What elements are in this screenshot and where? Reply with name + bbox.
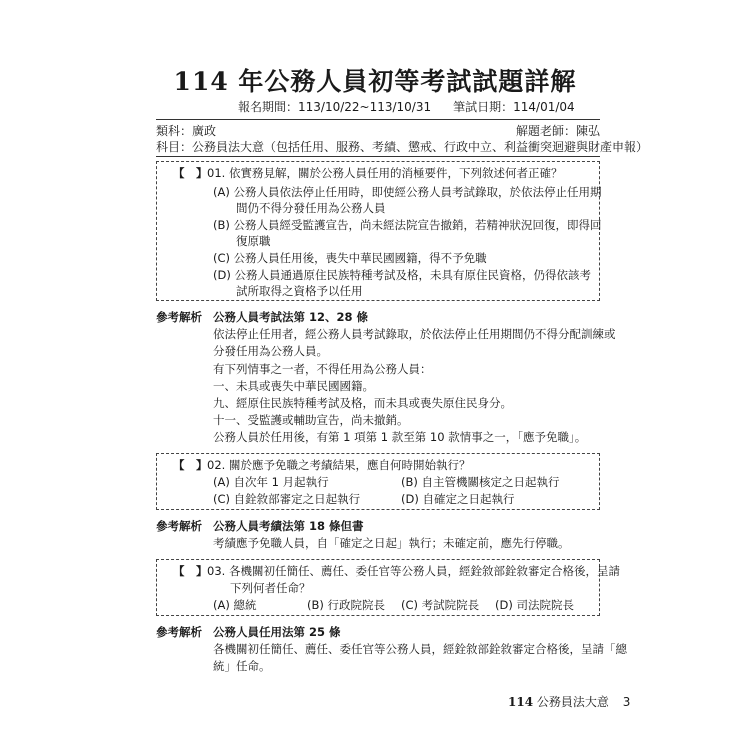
option-c: (C) 公務人員任用後，喪失中華民國國籍，得不予免職: [213, 251, 487, 265]
meta-divider: [156, 156, 600, 157]
question-stem-cont: 下列何者任命？: [207, 581, 311, 595]
option-c: (C) 考試院院長: [401, 598, 480, 612]
option-d-cont: 試所取得之資格予以任用: [213, 284, 363, 298]
exam-date: 筆試日期：114/01/04: [453, 100, 575, 114]
option-a: (A) 公務人員依法停止任用時，即使經公務人員考試錄取，於依法停止任用期: [213, 185, 602, 199]
subject-label: 科目：公務員法大意（包括任用、服務、考績、懲戒、行政中立、利益衝突迴避與財產申報）: [156, 140, 649, 154]
page-footer: [508, 693, 630, 710]
answer-line: 依法停止任用者，經公務人員考試錄取，於依法停止任用期間仍不得分配訓練或: [213, 327, 616, 341]
answer-line: 十一、受監護或輔助宣告，尚未撤銷。: [213, 413, 409, 427]
answer-title: 公務人員考試法第 12、28 條: [213, 310, 369, 324]
question-stem: 02. 關於應予免職之考績結果，應自何時開始執行？: [207, 458, 471, 472]
footer-section-name: 公務員法大意: [536, 695, 609, 709]
question-box-3: [156, 559, 620, 616]
answer-line: 一、未具或喪失中華民國國籍。: [213, 379, 374, 393]
answer-title: 公務人員考績法第 18 條但書: [213, 519, 364, 533]
option-b: (B) 公務人員經受監護宣告，尚未經法院宣告撤銷，若精神狀況回復，即得回: [213, 218, 602, 232]
answer-line: 各機關初任簡任、薦任、委任官等公務人員，經銓敘部銓敘審定合格後，呈請「總: [213, 642, 627, 656]
option-a-cont: 間仍不得分發任用為公務人員: [213, 201, 386, 215]
answer-line: 統」任命。: [213, 659, 271, 673]
exam-schedule: [238, 98, 575, 115]
option-b: (B) 自主管機關核定之日起執行: [401, 475, 560, 489]
option-a: (A) 總統: [213, 598, 257, 612]
category-label: 類科：廣政: [156, 124, 217, 138]
page-title: 114 年公務人員初等考試試題詳解: [173, 67, 577, 96]
answer-line: 有下列情事之一者，不得任用為公務人員：: [213, 362, 432, 376]
teacher-label: 解題老師：陳弘: [515, 124, 600, 138]
question-stem: 01. 依實務見解，關於公務人員任用的消極要件，下列敘述何者正確？: [207, 166, 563, 180]
answer-label: 參考解析: [156, 519, 202, 533]
registration-period: 報名期間：113/10/22~113/10/31: [238, 100, 432, 114]
answer-bracket: 【 】: [173, 458, 208, 472]
option-c: (C) 自銓敘部審定之日起執行: [213, 492, 361, 506]
answer-label: 參考解析: [156, 625, 202, 639]
option-b: (B) 行政院院長: [307, 598, 386, 612]
answer-line: 分發任用為公務人員。: [213, 344, 328, 358]
option-d: (D) 自確定之日起執行: [401, 492, 515, 506]
question-stem: 03. 各機關初任簡任、薦任、委任官等公務人員，經銓敘部銓敘審定合格後，呈請: [207, 564, 620, 578]
option-d: (D) 公務人員通過原住民族特種考試及格，未具有原住民資格，仍得依該考: [213, 268, 591, 282]
question-box-1: [156, 161, 600, 301]
header-divider: [156, 119, 600, 120]
answer-line: 考績應予免職人員，自「確定之日起」執行；未確定前，應先行停職。: [213, 536, 570, 550]
answer-title: 公務人員任用法第 25 條: [213, 625, 341, 639]
answer-bracket: 【 】: [173, 564, 208, 578]
option-d: (D) 司法院院長: [495, 598, 574, 612]
answer-bracket: 【 】: [173, 166, 208, 180]
option-b-cont: 復原職: [213, 234, 271, 248]
option-a: (A) 自次年 1 月起執行: [213, 475, 329, 489]
answer-line: 九、經原住民族特種考試及格，而未具或喪失原住民身分。: [213, 396, 512, 410]
footer-section-number: 114: [508, 695, 534, 709]
answer-label: 參考解析: [156, 310, 202, 324]
answer-line: 公務人員於任用後，有第 1 項第 1 款至第 10 款情事之一，「應予免職」。: [213, 430, 587, 444]
page-number: 3: [622, 695, 631, 709]
question-box-2: [156, 453, 600, 510]
